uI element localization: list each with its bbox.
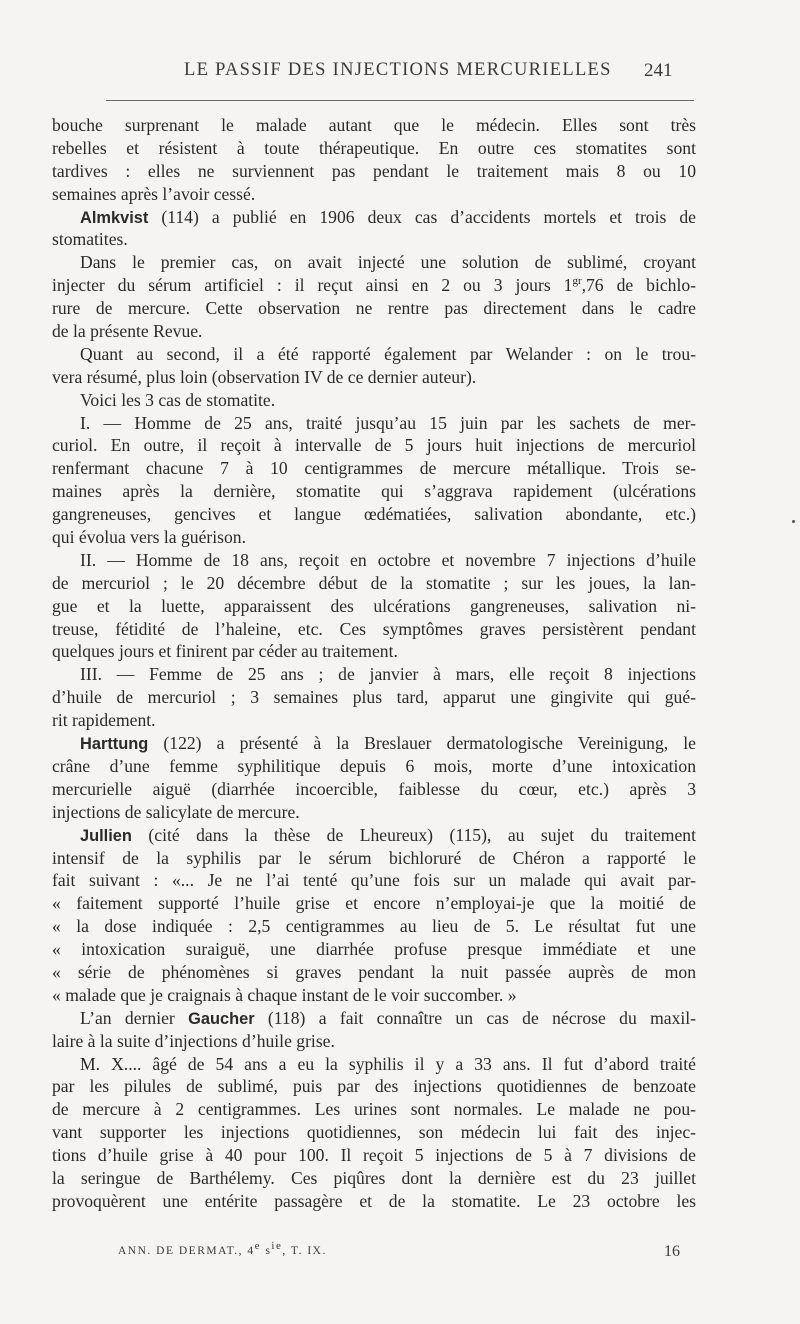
line-text: de mercure à 2 centigrammes. Les urines sont normales. Le malade ne pou- (52, 1099, 696, 1120)
text-line (52, 412, 696, 435)
line-text: rure de mercure. Cette observation ne rentre pas directement dans le cadre (52, 298, 696, 319)
text-line (52, 434, 696, 457)
line-text: ,76 de bichlo- (581, 275, 696, 296)
text-line (52, 274, 696, 297)
text-line (52, 526, 696, 549)
line-text: gangreneuses, gencives et langue œdématiées, salivation abondante, etc.) (52, 504, 696, 525)
text-line (52, 663, 696, 686)
text-line (52, 480, 696, 503)
text-line (52, 801, 696, 824)
line-text: maines après la dernière, stomatite qui s’aggrava rapidement (ulcérations (52, 481, 696, 502)
line-text: (cité dans la thèse de Lheureux) (115), au sujet du traitement (131, 824, 696, 845)
line-text: « série de phénomènes si graves pendant la nuit passée auprès de mon (52, 961, 696, 982)
margin-dot (792, 520, 795, 523)
line-text: tions d’huile grise à 40 pour 100. Il reçoit 5 injections de 5 à 7 divisions de (52, 1145, 696, 1166)
line-text: M. X.... âgé de 54 ans a eu la syphilis il y a 33 ans. Il fut d’abord traité (80, 1053, 696, 1074)
text-line (52, 114, 696, 137)
text-line (52, 1121, 696, 1144)
line-text: tardives : elles ne surviennent pas pendant le traitement mais 8 ou 10 (52, 160, 696, 181)
text-line (52, 549, 696, 572)
line-text: (114) a publié en 1906 deux cas d’accidents mortels et trois de (148, 206, 696, 227)
header-rule (106, 100, 694, 101)
text-line (52, 228, 696, 251)
page-number: 241 (644, 60, 673, 81)
line-text: crâne d’une femme syphilitique depuis 6 mois, morte d’une intoxication (52, 755, 696, 776)
page-header (0, 60, 800, 90)
author-name: Harttung (80, 735, 149, 754)
line-text: II. — Homme de 18 ans, reçoit en octobre et novembre 7 injections d’huile (80, 549, 696, 570)
line-text: L’an dernier (80, 1007, 189, 1028)
text-line (52, 984, 696, 1007)
text-line (52, 1167, 696, 1190)
line-text: « faitement supporté l’huile grise et encore n’employai-je que la moitié de (52, 893, 696, 914)
line-text: de mercuriol ; le 20 décembre début de la stomatite ; sur les joues, la lan- (52, 572, 696, 593)
line-text: mercurielle aiguë (diarrhée incoercible, faiblesse du cœur, etc.) après 3 (52, 778, 696, 799)
line-text: rit rapidement. (52, 710, 156, 731)
line-text: provoquèrent une entérite passagère et de la stomatite. Le 23 octobre les (52, 1190, 696, 1211)
text-line (52, 137, 696, 160)
line-text: de la présente Revue. (52, 321, 203, 342)
text-line (52, 389, 696, 412)
line-text: semaines après l’avoir cessé. (52, 183, 256, 204)
text-line (52, 732, 696, 755)
superscript: gr (572, 275, 582, 288)
text-line (52, 686, 696, 709)
text-line (52, 640, 696, 663)
text-line (52, 824, 696, 847)
text-line (52, 251, 696, 274)
line-text: quelques jours et finirent par céder au traitement. (52, 641, 398, 662)
text-line (52, 572, 696, 595)
gathering-signature: 16 (664, 1243, 680, 1260)
text-line (52, 869, 696, 892)
line-text: intensif de la syphilis par le sérum bichloruré de Chéron a rapporté le (52, 847, 696, 868)
text-line (52, 1053, 696, 1076)
line-text: qui évolua vers la guérison. (52, 527, 246, 548)
text-line (52, 709, 696, 732)
text-line (52, 183, 696, 206)
page-footer (0, 1240, 800, 1265)
line-text: (118) a fait connaître un cas de nécrose du maxil- (254, 1007, 696, 1028)
line-text: treuse, fétidité de l’haleine, etc. Ces symptômes graves persistèrent pendant (52, 618, 696, 639)
text-line (52, 1190, 696, 1213)
text-line (52, 595, 696, 618)
running-title: LE PASSIF DES INJECTIONS MERCURIELLES (184, 60, 612, 80)
line-text: curiol. En outre, il reçoit à intervalle de 5 jours huit injections de mercuriol (52, 435, 696, 456)
text-line (52, 1030, 696, 1053)
body-text (52, 114, 696, 1213)
text-line (52, 1007, 696, 1030)
line-text: stomatites. (52, 229, 128, 250)
journal-sup-1: e (254, 1240, 262, 1253)
journal-name: ANN. DE DERMAT., 4 (118, 1245, 255, 1257)
text-line (52, 503, 696, 526)
text-line (52, 892, 696, 915)
line-text: d’huile de mercuriol ; 3 semaines plus tard, apparut une gingivite qui gué- (52, 687, 696, 708)
line-text: gue et la luette, apparaissent des ulcérations gangreneuses, salivation ni- (52, 595, 696, 616)
line-text: III. — Femme de 25 ans ; de janvier à mars, elle reçoit 8 injections (80, 664, 696, 685)
text-line (52, 938, 696, 961)
line-text: « malade que je craignais à chaque instant de le voir succomber. » (52, 984, 517, 1005)
line-text: renfermant chacune 7 à 10 centigrammes de mercure métallique. Trois se- (52, 458, 696, 479)
text-line (52, 778, 696, 801)
journal-sup-2: ie (271, 1240, 283, 1253)
line-text: rebelles et résistent à toute thérapeutique. En outre ces stomatites sont (52, 137, 696, 158)
line-text: laire à la suite d’injections d’huile grise. (52, 1030, 335, 1051)
text-line (52, 1144, 696, 1167)
text-line (52, 961, 696, 984)
line-text: bouche surprenant le malade autant que le médecin. Elles sont très (52, 115, 696, 135)
line-text: Quant au second, il a été rapporté également par Welander : on le trou- (80, 343, 696, 364)
line-text: « intoxication suraiguë, une diarrhée profuse presque immédiate et une (52, 939, 696, 960)
line-text: par les pilules de sublimé, puis par des injections quotidiennes de benzoate (52, 1076, 696, 1097)
line-text: vera résumé, plus loin (observation IV de ce dernier auteur). (52, 366, 477, 387)
text-line (52, 343, 696, 366)
text-line (52, 297, 696, 320)
line-text: « la dose indiquée : 2,5 centigrammes au lieu de 5. Le résultat fut une (52, 916, 696, 937)
line-text: fait suivant : «... Je ne l’ai tenté qu’une fois sur un malade qui avait par- (52, 870, 696, 891)
line-text: la seringue de Barthélemy. Ces piqûres dont la dernière est du 23 juillet (52, 1167, 696, 1188)
text-line (52, 755, 696, 778)
line-text: injecter du sérum artificiel : il reçut ainsi en 2 ou 3 jours 1 (52, 275, 573, 296)
line-text: (122) a présenté à la Breslauer dermatologische Vereinigung, le (148, 733, 696, 754)
journal-volume: , T. IX. (282, 1245, 327, 1257)
text-line (52, 320, 696, 343)
text-line (52, 618, 696, 641)
line-text: vant supporter les injections quotidiennes, son médecin lui fait des injec- (52, 1122, 696, 1143)
author-name: Almkvist (80, 208, 149, 227)
text-line (52, 915, 696, 938)
text-line (52, 457, 696, 480)
line-text: injections de salicylate de mercure. (52, 801, 300, 822)
text-line (52, 1075, 696, 1098)
text-line (52, 847, 696, 870)
journal-signature-line (118, 1240, 327, 1257)
author-name: Gaucher (188, 1009, 255, 1028)
text-line (52, 366, 696, 389)
journal-series: s (261, 1245, 272, 1257)
text-line (52, 206, 696, 229)
line-text: Dans le premier cas, on avait injecté une solution de sublimé, croyant (80, 252, 696, 273)
line-text: I. — Homme de 25 ans, traité jusqu’au 15 juin par les sachets de mer- (80, 412, 696, 433)
text-line (52, 160, 696, 183)
text-line (52, 1098, 696, 1121)
line-text: Voici les 3 cas de stomatite. (80, 389, 276, 410)
author-name: Jullien (80, 826, 132, 845)
